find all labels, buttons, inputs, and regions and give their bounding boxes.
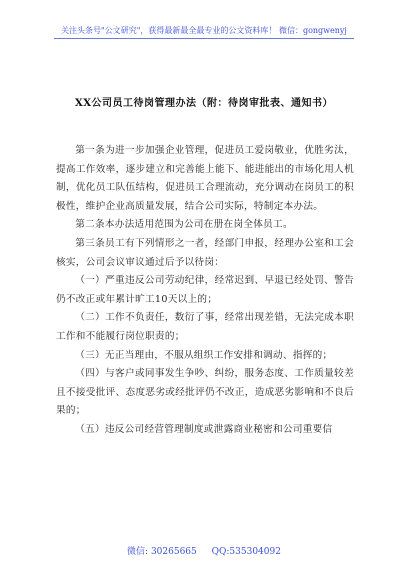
paragraph-clause-1: （一）严重违反公司劳动纪律，经常迟到、早退已经处罚、警告仍不改正或年累计旷工10天以上的； [56, 275, 354, 305]
document-title: XX公司员工待岗管理办法（附：待岗审批表、通知书） [74, 98, 334, 109]
footer-contact [54, 544, 354, 557]
header-banner-link[interactable]: 关注头条号"公文研究"，获得最新最全最专业的公文资料库！ 微信：gongwenyj [61, 26, 347, 35]
paragraph-clause-4: （四）与客户或同事发生争吵、纠纷，服务态度、工作质量较差且不接受批评、态度恶劣或经批评仍不改正，造成恶劣影响和不良后果的； [56, 368, 354, 417]
header-divider [54, 38, 354, 39]
footer-qq: QQ:535304092 [211, 547, 281, 557]
paragraph-clause-5: （五）违反公司经营管理制度或泄露商业秘密和公司重要信 [75, 423, 333, 435]
paragraph-article-1: 第一条为进一步加强企业管理，促进员工爱岗敬业，优胜劣汰，提高工作效率，逐步建立和完善能上能下、能进能出的市场化用人机制，优化员工队伍结构，促进员工合理流动，充分调动在岗员工的积极性，维护企业高质量发展，结合公司实际，特制定本办法。 [56, 145, 354, 212]
paragraph-clause-2: （二）工作不负责任，数衍了事，经常出现差错，无法完成本职工作和不能履行岗位职责的； [56, 312, 354, 342]
paragraph-clause-3: （三）无正当理由，不服从组织工作安排和调动、指挥的； [75, 349, 333, 361]
footer-wechat: 微信: 30265665 [127, 547, 197, 557]
paragraph-article-2: 第二条本办法适用范围为公司在册在岗全体员工。 [75, 219, 293, 231]
paragraph-article-3: 第三条员工有下列情形之一者，经部门申报，经理办公室和工会核实，公司会议审议通过后予以待岗： [56, 237, 354, 268]
document-body [56, 142, 354, 440]
